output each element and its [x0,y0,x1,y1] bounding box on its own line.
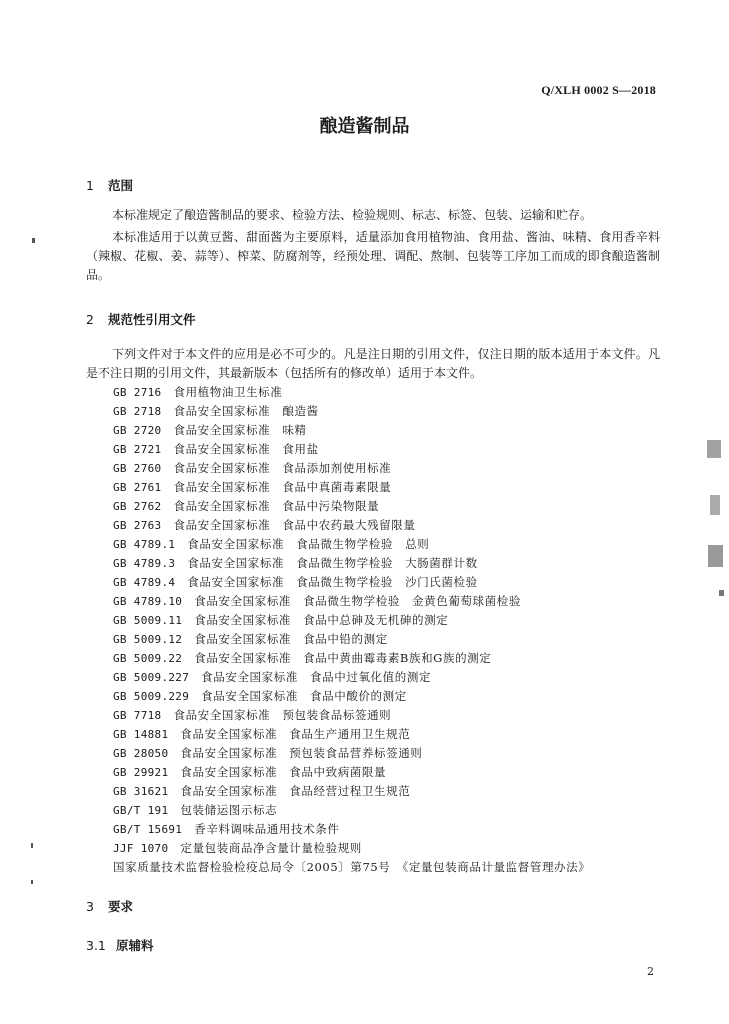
reference-code: GB 29921 [113,766,169,779]
reference-title: 食品安全国家标准 食品经营过程卫生规范 [180,784,411,798]
reference-item [113,687,590,706]
reference-title: 国家质量技术监督检验检疫总局令〔2005〕第75号 《定量包装商品计量监督管理办法》 [113,860,591,874]
reference-title: 食品安全国家标准 食品微生物学检验 大肠菌群计数 [187,556,478,570]
section-1-number: 1 [86,178,94,193]
reference-title: 食品安全国家标准 食品添加剂使用标准 [173,461,392,475]
reference-title: 食用植物油卫生标准 [173,385,283,399]
reference-title: 食品安全国家标准 食用盐 [173,442,319,456]
reference-code: GB 2716 [113,386,162,399]
section-1-paragraph-1: 本标准规定了酿造酱制品的要求、检验方法、检验规则、标志、标签、包装、运输和贮存。 [112,208,593,222]
reference-item [113,554,590,573]
reference-code: JJF 1070 [113,842,169,855]
reference-item [113,839,590,858]
reference-title: 食品安全国家标准 食品中酸价的测定 [201,689,407,703]
reference-title: 食品安全国家标准 食品微生物学检验 总则 [187,537,430,551]
section-2-heading [86,310,196,328]
section-3-1-heading [86,936,154,954]
reference-title: 食品安全国家标准 食品中真菌毒素限量 [173,480,392,494]
reference-title: 食品安全国家标准 食品中污染物限量 [173,499,380,513]
reference-code: GB 5009.12 [113,633,183,646]
reference-title: 食品安全国家标准 食品微生物学检验 金黄色葡萄球菌检验 [194,594,521,608]
reference-code: GB/T 15691 [113,823,183,836]
section-1-paragraph-2: 本标准适用于以黄豆酱、甜面酱为主要原料，适量添加食用植物油、食用盐、酱油、味精、食用香辛料（辣椒、花椒、姜、蒜等）、榨菜、防腐剂等，经预处理、调配、熬制、包装等工序加工而成的即食酿造酱制品。 [86,230,660,282]
section-3-number: 3 [86,899,94,914]
reference-title: 食品安全国家标准 味精 [173,423,307,437]
reference-item [113,402,590,421]
reference-item [113,440,590,459]
reference-title: 食品安全国家标准 食品中铅的测定 [194,632,388,646]
reference-code: GB 7718 [113,709,162,722]
reference-item [113,611,590,630]
reference-item [113,421,590,440]
reference-title: 食品安全国家标准 食品微生物学检验 沙门氏菌检验 [187,575,478,589]
reference-code: GB 5009.11 [113,614,183,627]
reference-item [113,383,590,402]
section-3-heading [86,897,133,915]
reference-title: 食品安全国家标准 食品生产通用卫生规范 [180,727,411,741]
reference-item [113,535,590,554]
reference-item [113,649,590,668]
reference-item [113,744,590,763]
reference-code: GB 14881 [113,728,169,741]
reference-item [113,668,590,687]
reference-title: 食品安全国家标准 食品中黄曲霉毒素B族和G族的测定 [194,651,492,665]
reference-item [113,497,590,516]
section-3-title: 要求 [108,899,134,914]
reference-title: 食品安全国家标准 食品中总砷及无机砷的测定 [194,613,449,627]
scan-speck [31,880,33,884]
reference-item [113,725,590,744]
reference-code: GB 2718 [113,405,162,418]
reference-title: 食品安全国家标准 食品中过氧化值的测定 [201,670,432,684]
reference-code: GB 28050 [113,747,169,760]
scan-speck [31,843,33,848]
reference-item [113,592,590,611]
reference-code: GB 31621 [113,785,169,798]
reference-title: 食品安全国家标准 食品中致病菌限量 [180,765,387,779]
reference-code: GB 2762 [113,500,162,513]
reference-title: 包装储运图示标志 [180,803,278,817]
reference-code: GB 2720 [113,424,162,437]
reference-item [113,782,590,801]
reference-code: GB/T 191 [113,804,169,817]
section-3-1-title: 原辅料 [116,938,154,953]
reference-title: 食品安全国家标准 预包装食品标签通则 [173,708,392,722]
reference-title: 香辛料调味品通用技术条件 [194,822,340,836]
reference-code: GB 2761 [113,481,162,494]
reference-code: GB 4789.4 [113,576,176,589]
document-title: 酿造酱制品 [319,116,410,137]
reference-item [113,516,590,535]
reference-item [113,820,590,839]
reference-code: GB 2763 [113,519,162,532]
reference-item [113,459,590,478]
page-edge-marks [701,440,727,610]
reference-item [113,763,590,782]
reference-item [113,858,590,877]
reference-item [113,706,590,725]
reference-code: GB 2721 [113,443,162,456]
reference-title: 食品安全国家标准 食品中农药最大残留限量 [173,518,416,532]
reference-code: GB 5009.22 [113,652,183,665]
reference-code: GB 4789.1 [113,538,176,551]
reference-title: 食品安全国家标准 预包装食品营养标签通则 [180,746,423,760]
section-3-1-number: 3.1 [86,938,106,953]
section-2-number: 2 [86,312,94,327]
standard-code: Q/XLH 0002 S—2018 [541,83,656,97]
reference-title: 定量包装商品净含量计量检验规则 [180,841,362,855]
reference-code: GB 5009.227 [113,671,190,684]
reference-item [113,801,590,820]
section-2-intro: 下列文件对于本文件的应用是必不可少的。凡是注日期的引用文件，仅注日期的版本适用于本文件。凡是不注日期的引用文件，其最新版本（包括所有的修改单）适用于本文件。 [86,347,660,380]
reference-list [113,383,590,877]
reference-code: GB 4789.3 [113,557,176,570]
reference-code: GB 2760 [113,462,162,475]
page-number: 2 [647,965,654,978]
reference-code: GB 4789.10 [113,595,183,608]
reference-item [113,573,590,592]
reference-item [113,478,590,497]
section-1-heading [86,176,133,194]
reference-item [113,630,590,649]
section-2-title: 规范性引用文件 [108,312,196,327]
reference-title: 食品安全国家标准 酿造酱 [173,404,319,418]
reference-code: GB 5009.229 [113,690,190,703]
scan-speck [32,238,35,243]
section-1-title: 范围 [108,178,134,193]
